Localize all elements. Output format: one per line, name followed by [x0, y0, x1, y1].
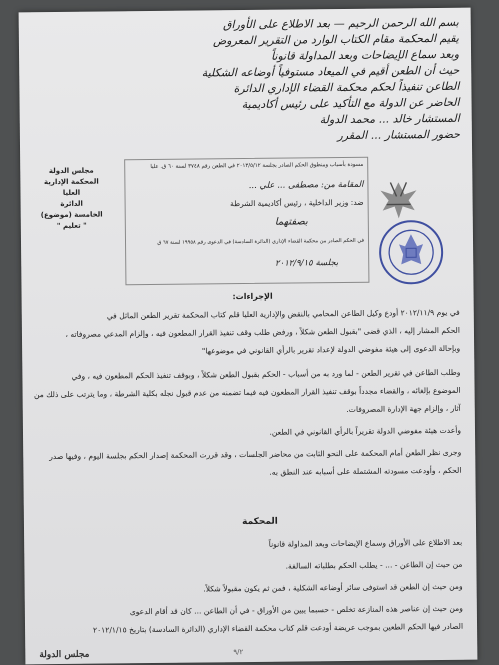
header-line: الدائرة: [60, 199, 83, 208]
header-line: " تعليم ": [56, 221, 87, 230]
procedure-line: الموضوع بإلغائه ، والقضاء مجدداً بوقف تنفيذ القرار المطعون فيه فيما تضمنه من عدم قبول نجله بكلية الشرطة ، وما يترتب على ذلك من: [33, 385, 461, 400]
document-page: [19, 8, 478, 665]
handwritten-line: بسم الله الرحمن الرحيم — بعد الاطلاع على الأوراق: [222, 15, 459, 32]
council-logo: مجلس الدولة: [39, 649, 90, 661]
ruling-line: الصادر فيها الحكم الطعين بموجب عريضة أودعت قلم كتاب محكمة القضاء الإداري (الدائرة السادسة) بتاريخ ٢٠١٢/١/١٥: [92, 621, 464, 635]
handwritten-notes: [27, 12, 464, 152]
ruling-title-text: المحكمة: [242, 516, 278, 528]
case-line: بجلسة ٢٠١٢/٩/١٥: [274, 258, 339, 269]
procedure-line: وبإحالة الدعوى إلى هيئة مفوضي الدولة لإعداد تقرير بالرأي القانوني في موضوعها": [201, 343, 461, 356]
ruling-line: من حيث إن الطاعن - ... - يطلب الحكم بطلباته السالفة.: [285, 559, 463, 571]
procedure-line: الحكم المشار إليه ، الذي قضى "بقبول الطعن شكلاً ، ورفض طلب وقف تنفيذ القرار المطعون فيه ، وإلزام المدعي مصروفاته ،: [65, 325, 460, 339]
handwritten-line: الحاضر عن الدولة مع التأكيد على رئيس أكاديمية: [241, 95, 460, 112]
case-line: في الحكم الصادر من محكمة القضاء الإداري (الدائرة السادسة) في الدعوى رقم ١٩٩٥٨ لسنة ٦٧ ق: [157, 237, 365, 246]
ruling-line: ومن حيث إن الطعن قد استوفى سائر أوضاعه الشكلية ، فمن ثم يكون مقبولاً شكلاً.: [203, 581, 463, 594]
procedure-line: في يوم ٢٠١٢/١١/٩ أودع وكيل الطاعن المحامي بالنقض والإدارية العليا قلم كتاب المحكمة تقرير الطعن الماثل في: [106, 307, 460, 321]
eagle-emblem-icon: [372, 176, 424, 223]
procedure-line: وأعدت هيئة مفوضي الدولة تقريراً بالرأي القانوني في الطعن.: [269, 425, 462, 437]
header-line: العليا: [62, 188, 81, 197]
procedure-line: الحكم ، وأودعت مسودته المشتملة على أسبابه عند النطق به.: [269, 465, 462, 477]
procedure-line: آثار ، وإلزام جهة الإدارة المصروفات.: [346, 403, 461, 414]
handwritten-line: يقيم المحكمة مقام الكتاب الوارد من التقرير المعروض: [212, 31, 459, 48]
handwritten-line: وبعد سماع الإيضاحات وبعد المداولة قانوناً: [270, 47, 460, 63]
header-line: الخامسة (موضوع): [40, 210, 103, 220]
ruling-line: ومن حيث إن عناصر هذه المنازعة تخلص - حسبما يبين من الأوراق - في أن الطاعن ... كان قد أقام الدعوى: [129, 603, 463, 617]
case-info-box: [124, 157, 369, 286]
case-line: ضد: وزير الداخلية ، رئيس أكاديمية الشرطة: [230, 197, 364, 209]
handwritten-line: حضور المستشار ... المقرر: [337, 127, 460, 143]
page-number: ٩/٢: [233, 648, 244, 657]
court-seal-icon: [377, 218, 446, 287]
case-line: المقامة من: مصطفى ... علي ...: [248, 179, 364, 191]
court-header: [28, 165, 115, 232]
case-line: بصفتهما: [274, 216, 308, 228]
case-line: مسودة بأسباب ومنطوق الحكم الصادر بجلسة ٢٠١٣/٥/١٢ في الطعن رقم ٣٧٤٨ لسنة ٦٠ ق. عليا: [150, 161, 364, 171]
procedures-title: الإجراءات:: [232, 291, 273, 302]
header-line: مجلس الدولة: [48, 166, 94, 176]
procedure-line: وجرى نظر الطعن أمام المحكمة على النحو الثابت من محاضر الجلسات ، وقد قررت المحكمة إصدار الحكم بجلسة اليوم ، وفيها صدر: [49, 447, 462, 462]
ruling-title: [220, 516, 300, 527]
handwritten-line: المستشار خالد ... محمد الدولة: [319, 111, 460, 127]
handwritten-line: حيث أن الطعن أقيم في الميعاد مستوفياً أوضاعه الشكلية: [201, 63, 460, 80]
header-line: المحكمة الإدارية: [43, 177, 99, 187]
handwritten-line: الطاعن تنفيذاً لحكم محكمة القضاء الإداري الدائرة: [233, 79, 460, 96]
ruling-line: بعد الاطلاع على الأوراق وسماع الإيضاحات وبعد المداولة قانوناً: [268, 537, 463, 549]
procedure-line: وطلب الطاعن في تقرير الطعن - لما ورد به من أسباب - الحكم بقبول الطعن شكلاً ، وبوقف تنفيذ الحكم المطعون فيه ، وفي: [71, 367, 461, 381]
